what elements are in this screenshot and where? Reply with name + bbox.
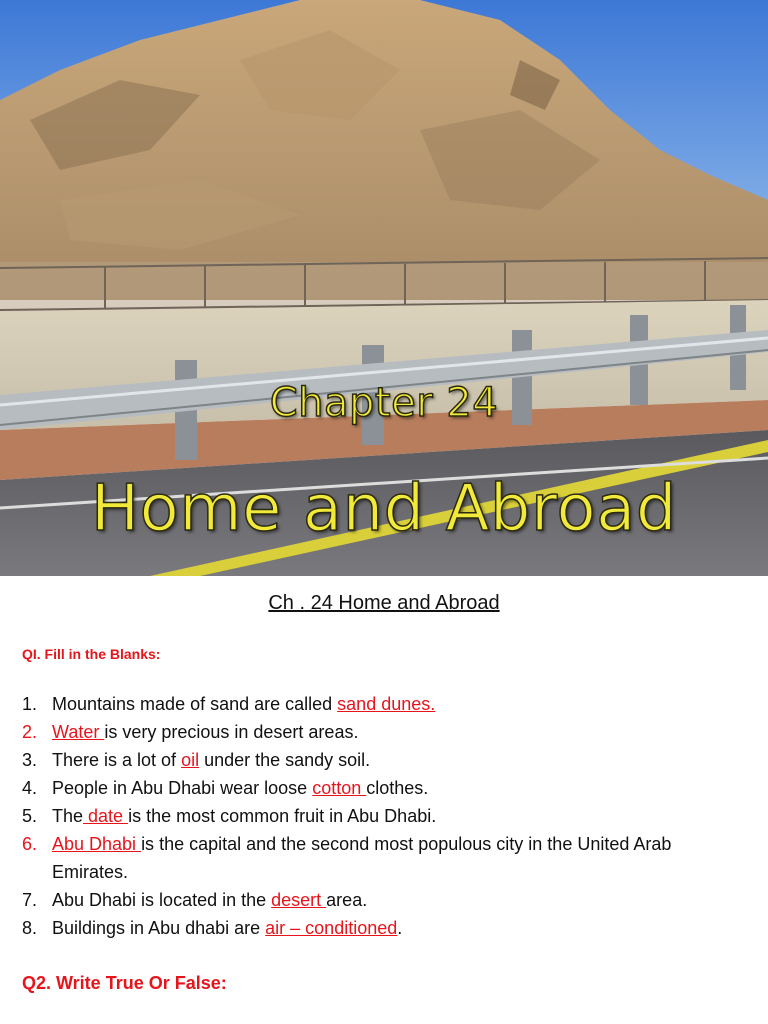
answer-text: air – conditioned (265, 918, 398, 938)
chapter-main-title: Home and Abroad (91, 472, 677, 546)
item-text: clothes. (366, 778, 429, 798)
fill-in-blanks-list (22, 690, 752, 942)
item-text: is the capital and the second most populous city in the United Arab Emirates. (52, 834, 672, 882)
list-item (22, 886, 752, 914)
item-number: 5. (22, 806, 38, 826)
question-1-title: QI. Fill in the Blanks: (22, 646, 161, 662)
item-number: 6. (22, 834, 38, 854)
item-number: 2. (22, 722, 38, 742)
list-item (22, 690, 752, 718)
item-number: 8. (22, 918, 38, 938)
list-item (22, 914, 752, 942)
item-text: is very precious in desert areas. (104, 722, 359, 742)
chapter-number-title: Chapter 24 (269, 380, 499, 426)
item-number: 3. (22, 750, 38, 770)
list-item (22, 830, 752, 886)
question-2-title: Q2. Write True Or False: (22, 973, 227, 993)
item-text: People in Abu Dhabi wear loose (52, 778, 313, 798)
answer-text: sand dunes. (337, 694, 436, 714)
item-text: The (52, 806, 84, 826)
item-text: Mountains made of sand are called (52, 694, 338, 714)
item-number: 7. (22, 890, 38, 910)
document-heading: Ch . 24 Home and Abroad (268, 592, 500, 614)
answer-text: Water (52, 722, 105, 742)
answer-text: date (83, 806, 129, 826)
item-text: Abu Dhabi is located in the (52, 890, 272, 910)
item-text: Buildings in Abu dhabi are (52, 918, 266, 938)
item-text: area. (326, 890, 368, 910)
item-text: . (397, 918, 403, 938)
item-text: There is a lot of (52, 750, 182, 770)
list-item (22, 802, 752, 830)
list-item (22, 746, 752, 774)
answer-text: cotton (312, 778, 367, 798)
item-text: under the sandy soil. (199, 750, 371, 770)
item-text: is the most common fruit in Abu Dhabi. (128, 806, 437, 826)
answer-text: oil (181, 750, 200, 770)
answer-text: desert (271, 890, 327, 910)
item-number: 1. (22, 694, 38, 714)
answer-text: Abu Dhabi (52, 834, 142, 854)
list-item (22, 774, 752, 802)
list-item (22, 718, 752, 746)
item-number: 4. (22, 778, 38, 798)
